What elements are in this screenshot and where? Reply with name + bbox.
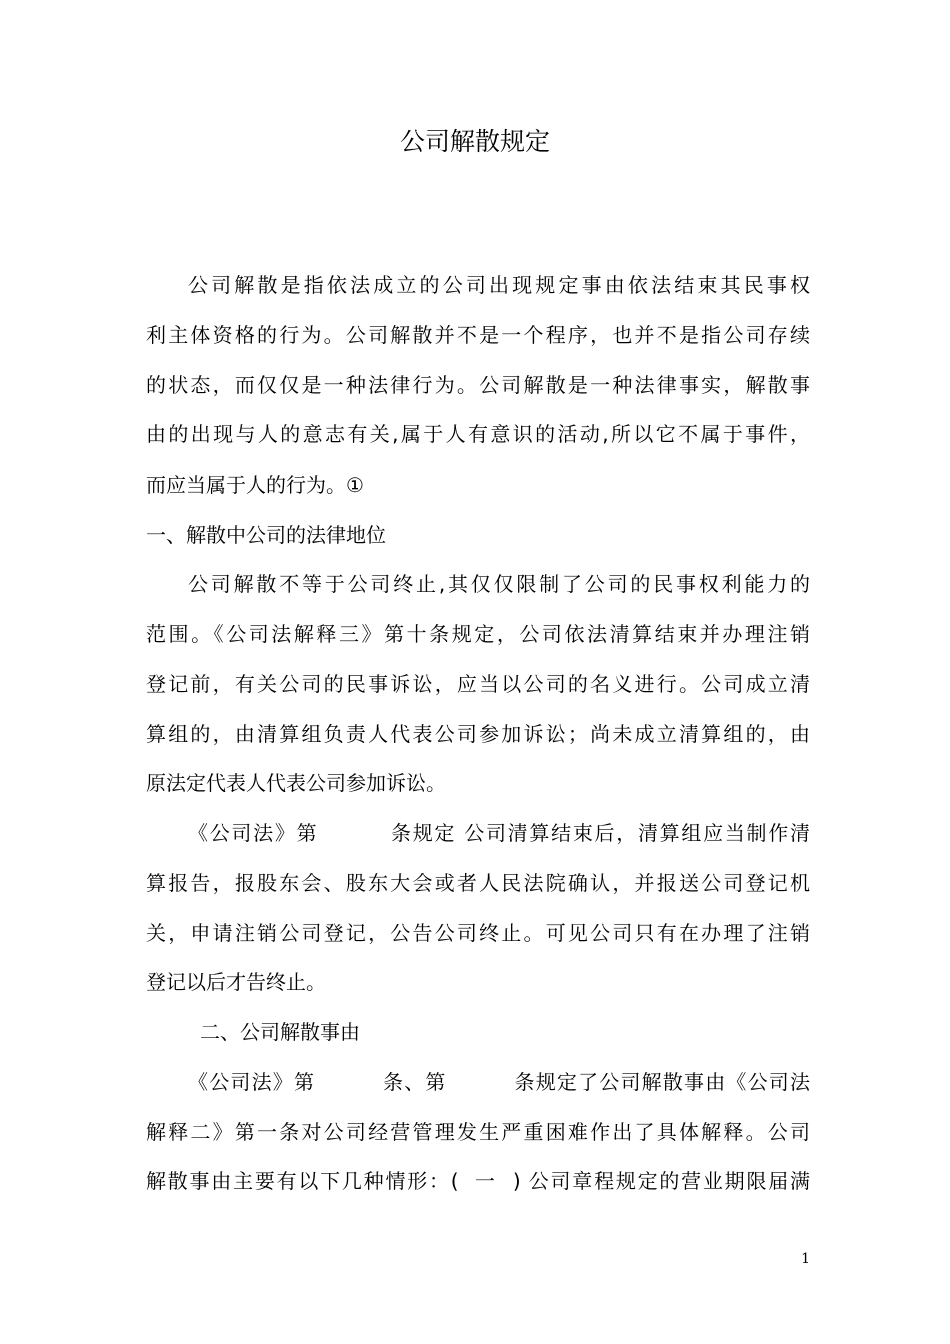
paragraph-line: 的状态，而仅仅是一种法律行为。公司解散是一种法律事实，解散事 — [146, 373, 810, 397]
section-heading: 一、解散中公司的法律地位 — [146, 523, 386, 547]
paragraph-line: 由的出现与人的意志有关,属于人有意识的活动,所以它不属于事件， — [146, 422, 810, 446]
paragraph-line: 而应当属于人的行为。① — [146, 473, 364, 497]
paragraph-line: 关，申请注销公司登记，公告公司终止。可见公司只有在办理了注销 — [146, 921, 810, 945]
paragraph-line: 算报告，报股东会、股东大会或者人民法院确认，并报送公司登记机 — [146, 871, 810, 895]
paragraph-line: 范围。《公司法解释三》第十条规定，公司依法清算结束并办理注销 — [146, 622, 810, 646]
paragraph-line: 解散事由主要有以下几种情形：( 一 ) 公司章程规定的营业期限届满 — [146, 1169, 810, 1193]
paragraph-line: 《公司法》第 条规定 公司清算结束后，清算组应当制作清 — [188, 821, 810, 845]
paragraph-line: 登记前，有关公司的民事诉讼，应当以公司的名义进行。公司成立清 — [146, 672, 810, 696]
section-heading: 二、公司解散事由 — [200, 1020, 360, 1044]
paragraph-line: 利主体资格的行为。公司解散并不是一个程序，也并不是指公司存续 — [146, 323, 810, 347]
paragraph-line: 原法定代表人代表公司参加诉讼。 — [146, 771, 446, 795]
page-number: 1 — [801, 1251, 810, 1267]
paragraph-line: 算组的，由清算组负责人代表公司参加诉讼；尚未成立清算组的，由 — [146, 722, 810, 746]
paragraph-line: 解释二》第一条对公司经营管理发生严重困难作出了具体解释。公司 — [146, 1120, 810, 1144]
paragraph-line: 登记以后才告终止。 — [146, 970, 326, 994]
document-title: 公司解散规定 — [399, 127, 550, 156]
paragraph-line: 《公司法》第 条、第 条规定了公司解散事由《公司法 — [188, 1070, 810, 1094]
paragraph-line: 公司解散是指依法成立的公司出现规定事由依法结束其民事权 — [188, 273, 810, 297]
paragraph-line: 公司解散不等于公司终止,其仅仅限制了公司的民事权利能力的 — [188, 572, 810, 596]
